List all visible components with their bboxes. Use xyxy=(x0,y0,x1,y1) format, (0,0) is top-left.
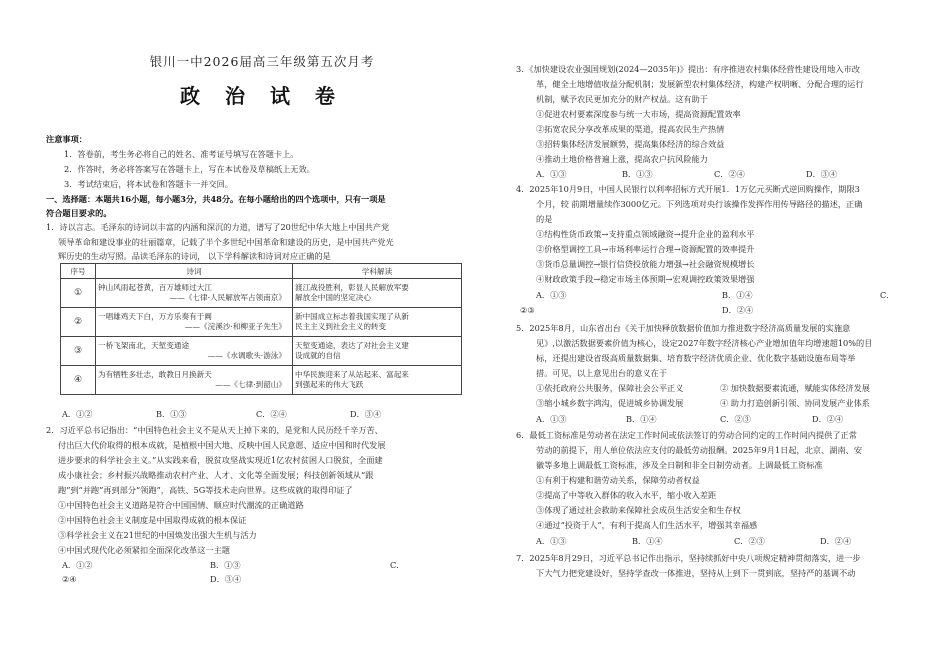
q5-stem-line3: 标，还提出建设省级高质量数据集、培育数字经济优质企业、优化数字基础设施布局等举 xyxy=(536,353,856,363)
q3-option-b[interactable]: B．①③ xyxy=(622,169,653,179)
q3-stem-line1: 3．《加快建设农业强国规划(2024—2035年)》提出：有序推进农村集体经营性建设用地入市改 xyxy=(516,64,860,74)
q5-option-b[interactable]: B．①④ xyxy=(626,414,657,424)
q4-option-b[interactable]: B．①④ xyxy=(722,290,753,300)
q2-statement-1: ①中国特色社会主义道路是符合中国国情、顺应时代潮流的正确道路 xyxy=(58,500,304,510)
q5-statement-1: ①依托政府公共服务，保障社会公平正义 xyxy=(536,383,684,393)
q7-stem-line2: 下大气力把党建设好，坚持学查改一体推进，坚持从上到下一贯到底，坚持严的基调不动 xyxy=(536,568,856,578)
header-num: 序号 xyxy=(61,264,96,279)
q2-stem-line2: 付出巨大代价取得的根本成就，是植根中国大地、反映中国人民意愿、适应中国和时代发展 xyxy=(58,440,386,450)
q2-option-b[interactable]: B．①③ xyxy=(210,560,241,570)
q5-option-a[interactable]: A．①③ xyxy=(536,414,567,424)
q6-stem-line3: 徽等多地上调最低工资标准，涉及全日制和非全日制劳动者。上调最低工资标准 xyxy=(536,460,823,470)
q2-stem-line4: 成小康社会；乡村振兴战略推动农村产业、人才、文化等全面发展；科技创新领域从“跟 xyxy=(58,470,374,480)
q6-option-c[interactable]: C．②③ xyxy=(734,536,765,546)
q2-option-c[interactable]: C． xyxy=(390,560,405,570)
q5-statement-3: ③缩小城乡数字鸿沟，促进城乡协调发展 xyxy=(536,398,684,408)
explanation-line: 新中国成立标志着我国实现了从新 xyxy=(295,312,409,321)
table-row xyxy=(61,366,462,395)
q6-statement-2: ②提高了中等收入群体的收入水平，缩小收入差距 xyxy=(536,490,717,500)
poem-table-header xyxy=(61,264,462,279)
notice-item-2: 2．作答时，务必将答案写在答题卡上，写在本试卷及草稿纸上无效。 xyxy=(64,164,315,174)
q2-option-c-cont[interactable]: ②④ xyxy=(62,574,77,584)
q5-stem-line4: 措。可见，以上意见出台的意义在于 xyxy=(536,368,668,378)
q3-option-c[interactable]: C．②④ xyxy=(714,169,745,179)
q4-stem-line2: 个月，较 前期增量续作3000亿元。下列选项对央行该操作发挥作用传导路径的描述，正确 xyxy=(536,199,863,209)
q5-statement-2: ② 加快数据要素流通，赋能实体经济发展 xyxy=(720,383,870,393)
q6-option-d[interactable]: D．②④ xyxy=(820,536,852,546)
poem-line: 一唱雄鸡天下白，万方乐奏有于阗 xyxy=(98,312,212,321)
poem-line: 为有牺牲多壮志，敢教日月换新天 xyxy=(98,370,212,379)
q3-option-a[interactable]: A．①③ xyxy=(536,169,567,179)
q4-statement-3: ③货币总量调控→银行信贷投放能力增强→社会融资规模增长 xyxy=(536,259,755,269)
poem-cell xyxy=(96,366,293,395)
q4-statement-4: ④财政政策手段→稳定市场主体预期→宏观调控政策效果增强 xyxy=(536,274,755,284)
table-row xyxy=(61,279,462,308)
q6-option-a[interactable]: A．①③ xyxy=(536,536,567,546)
q6-stem-line2: 劳动的前提下，用人单位依法应支付的最低劳动报酬。2025年9月1日起，北京、湖南、安 xyxy=(536,445,863,455)
section-heading-line2: 符合题目要求的。 xyxy=(46,208,112,218)
table-row xyxy=(61,308,462,337)
q2-statement-4: ④中国式现代化必须紧扣全面深化改革这一主题 xyxy=(58,545,230,555)
table-row xyxy=(61,337,462,366)
q7-stem-line1: 7．2025年8月29日，习近平总书记作出指示，坚持续抓好中央八项规定精神贯彻落实，进一步 xyxy=(516,553,861,563)
row-num: ② xyxy=(61,308,96,337)
explanation-line: 到强起来的伟大飞跃 xyxy=(295,380,364,389)
q3-statement-2: ②拓宽农民分享改革成果的渠道，提高农民生产热情 xyxy=(536,124,725,134)
q6-statement-3: ③体现了通过社会救助来保障社会成员生活安全和生存权 xyxy=(536,505,741,515)
header-poem: 诗词 xyxy=(96,264,293,279)
explanation-line: 天堑变通途，表达了对社会主义建 xyxy=(295,341,409,350)
q5-statement-4: ④ 助力打造创新引领、协同发展产业体系 xyxy=(720,398,870,408)
q2-statement-3: ③科学社会主义在21世纪的中国焕发出强大生机与活力 xyxy=(58,530,257,540)
q2-stem-line5: 跑”到“并跑”再到部分“领跑”，高铁、5G等技术走向世界。这些成就的取得印证了 xyxy=(58,485,353,495)
q2-option-d[interactable]: D．③④ xyxy=(210,574,242,584)
q1-stem-line1: 1．诗以言志。毛泽东的诗词以丰富的内涵和深沉的力道，谱写了20世纪中华大地上中国共产党 xyxy=(46,222,390,232)
row-num: ③ xyxy=(61,337,96,366)
explanation-cell xyxy=(293,279,462,308)
q1-stem-line3: 辉历史的生动写照。品读毛泽东的诗词， 以下学科解读和诗词对应正确的是 xyxy=(58,251,331,261)
explanation-cell xyxy=(293,366,462,395)
poem-line: 钟山风雨起苍黄，百万雄师过大江 xyxy=(98,283,212,292)
q4-statement-2: ②价格型调控工具→市场利率运行合理→资源配置的效率提升 xyxy=(536,244,755,254)
q4-option-d[interactable]: D．②④ xyxy=(722,305,754,315)
notice-heading: 注意事项： xyxy=(46,134,87,144)
subject-title: 政 治 试 卷 xyxy=(180,84,344,108)
explanation-line: 民主主义到社会主义的转变 xyxy=(295,322,387,331)
q2-stem-line3: 进步要求的科学社会主义。”从实践来看，脱贫攻坚战实现近1亿农村贫困人口脱贫，全面建 xyxy=(58,455,383,465)
header-exp: 学科解读 xyxy=(293,264,462,279)
poem-cell xyxy=(96,308,293,337)
poem-cell xyxy=(96,279,293,308)
q3-statement-4: ④推动土地价格普遍上涨，提高农户抗风险能力 xyxy=(536,154,708,164)
q5-stem-line1: 5．2025年8月，山东省出台《关于加快释放数据价值加力推进数字经济高质量发展的实施意 xyxy=(516,323,851,333)
row-num: ④ xyxy=(61,366,96,395)
q6-statement-4: ④通过“投资于人”，有利于提高人们生活水平，增强其幸福感 xyxy=(536,520,758,530)
poem-table xyxy=(60,263,462,395)
q3-option-d[interactable]: D．③④ xyxy=(806,169,838,179)
row-num: ① xyxy=(61,279,96,308)
notice-item-3: 3．考试结束后，将本试卷和答题卡一并交回。 xyxy=(64,179,233,189)
q4-stem-line3: 的是 xyxy=(536,214,553,224)
q1-stem-line2: 领导革命和建设事业的壮丽篇章，记载了半个多世纪中国革命和建设的历史，是中国共产党光 xyxy=(58,237,394,247)
q3-statement-1: ①促进农村要素深度参与统一大市场，提高资源配置效率 xyxy=(536,109,741,119)
q5-option-c[interactable]: C．②③ xyxy=(720,414,751,424)
q4-statement-1: ①结构性货币政策→支持重点领域融资→提升企业的盈利水平 xyxy=(536,229,755,239)
q3-stem-line2: 革，健全土地增值收益分配机制；发展新型农村集体经济，构建产权明晰、分配合理的运行 xyxy=(536,79,864,89)
poem-line: 一桥飞架南北，天堑变通途 xyxy=(98,341,190,350)
explanation-line: 解放全中国的坚定决心 xyxy=(295,293,371,302)
poem-cell xyxy=(96,337,293,366)
explanation-cell xyxy=(293,337,462,366)
section-heading-line1: 一、选择题：本题共16小题，每小题3分，共48分。在每小题给出的四个选项中，只有一项是 xyxy=(46,194,386,204)
q1-option-d[interactable]: D．③④ xyxy=(350,409,382,419)
q2-stem-line1: 2．习近平总书记指出：“中国特色社会主义不是从天上掉下来的，是党和人民历经千辛万苦、 xyxy=(46,425,383,435)
q3-stem-line3: 机制，赋予农民更加充分的财产权益。这有助于 xyxy=(536,94,708,104)
poem-source: ——《浣溪沙·和柳亚子先生》 xyxy=(184,322,286,331)
q4-option-c[interactable]: C． xyxy=(880,290,895,300)
q5-option-d[interactable]: D．②④ xyxy=(812,414,844,424)
explanation-line: 设成就的自信 xyxy=(295,351,341,360)
poem-source: ——《七律·人民解放军占领南京》 xyxy=(169,293,286,302)
explanation-line: 中华民族迎来了从站起来、富起来 xyxy=(295,370,409,379)
q5-stem-line2: 见》,以激活数据要素价值为核心，设定2027年数字经济核心产业增加值年均增速超10%的目 xyxy=(536,338,873,348)
q6-statement-1: ①有利于构建和谐劳动关系，保障劳动者权益 xyxy=(536,475,700,485)
q4-stem-line1: 4．2025年10月9日，中国人民银行以利率招标方式开展1．1万亿元买断式逆回购操作，期限3 xyxy=(516,184,860,194)
q6-option-b[interactable]: B．①④ xyxy=(632,536,663,546)
q1-option-b[interactable]: B．①③ xyxy=(156,409,187,419)
poem-source: ——《水调歌头·游泳》 xyxy=(207,351,286,360)
q1-option-c[interactable]: C．②④ xyxy=(256,409,287,419)
q4-option-a[interactable]: A．①③ xyxy=(536,290,567,300)
explanation-cell xyxy=(293,308,462,337)
q2-statement-2: ②中国特色社会主义制度是中国取得成就的根本保证 xyxy=(58,515,247,525)
notice-item-1: 1．答卷前，考生务必将自己的姓名、准考证号填写在答题卡上。 xyxy=(64,149,299,159)
q4-option-c-cont[interactable]: ②③ xyxy=(520,305,535,315)
exam-title: 银川一中2026届高三年级第五次月考 xyxy=(149,54,375,69)
poem-source: ——《七律·到韶山》 xyxy=(215,380,286,389)
q6-stem-line1: 6．最低工资标准是劳动者在法定工作时间或依法签订的劳动合同约定的工作时间内提供了正常 xyxy=(516,430,857,440)
q1-option-a[interactable]: A．①② xyxy=(62,409,93,419)
q2-option-a[interactable]: A．①② xyxy=(62,560,93,570)
q3-statement-3: ③招转集体经济发展额势，提高集体经济的综合效益 xyxy=(536,139,725,149)
explanation-line: 渡江战役胜利，彰显人民解放军要 xyxy=(295,283,409,292)
